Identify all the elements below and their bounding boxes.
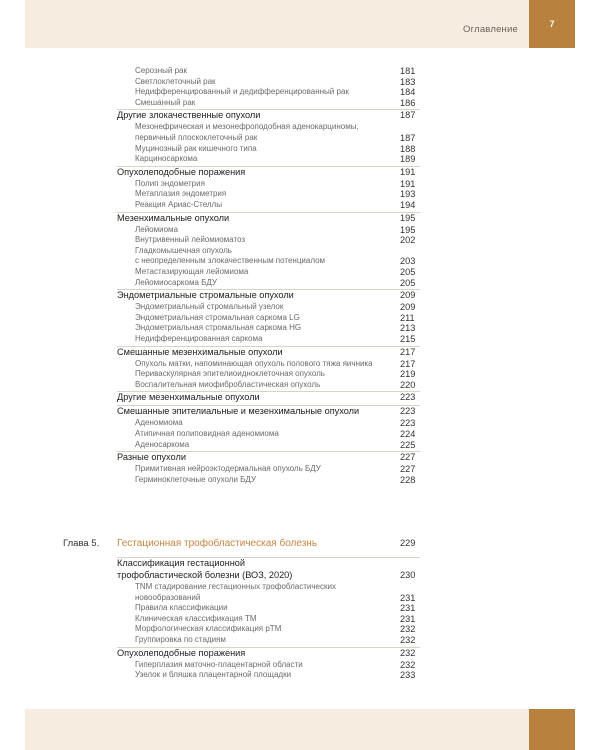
toc-entry-title: Другие злокачественные опухоли: [117, 110, 261, 121]
toc-entry-page: 187: [400, 110, 416, 121]
toc-entry-title: Примитивная нейроэктодермальная опухоль БДУ: [135, 464, 321, 474]
toc-entry-page: 203: [400, 256, 416, 267]
toc-entry-title: трофобластической болезни (ВОЗ, 2020): [117, 570, 293, 580]
toc-entry-title: Гладкомышечная опухоль: [135, 245, 232, 255]
toc-entry-page: 225: [400, 439, 416, 450]
toc-entry-page: 220: [400, 379, 416, 390]
toc-entry-page: 186: [400, 97, 416, 108]
toc-entry-title: новообразований: [135, 592, 201, 602]
toc-entry-title: Атипичная полиповидная аденомиома: [135, 429, 279, 438]
toc-entry-title: Правила классификации: [135, 603, 228, 613]
toc-entry-title: Группировка по стадиям: [135, 635, 226, 644]
toc-entry-page: 232: [400, 624, 416, 635]
toc-entry-title: TNM стадирование гестационных трофобластических: [135, 582, 336, 591]
toc-entry-title: Карциносаркома: [135, 154, 198, 164]
toc-entry-title: Аденосаркома: [135, 439, 190, 449]
toc-entry-page: 195: [400, 224, 416, 235]
toc-entry-page: 193: [400, 189, 416, 200]
footer-tab: [529, 709, 575, 750]
toc-entry-page: 187: [400, 133, 416, 143]
toc-entry-title: Узелок и бляшка плацентарной площадки: [135, 670, 292, 680]
toc-entry-page: 183: [400, 76, 416, 87]
toc-entry-title: Периваскулярная эпителиоидноклеточная опухоль: [135, 369, 325, 379]
toc-entry-title: Внутривенный лейомиоматоз: [135, 235, 246, 245]
toc-entry-page: 189: [400, 154, 416, 165]
toc-entry-title: Лейомиосаркома БДУ: [135, 277, 217, 287]
toc-entry-title: Гиперплазия маточно-плацентарной области: [135, 659, 303, 669]
toc-entry-title: Эндометриальная стромальная саркома HG: [135, 323, 302, 333]
toc-entry-title: Метастазирующая лейомиома: [135, 267, 249, 276]
chapter-page: 229: [400, 538, 416, 548]
toc-entry-title: первичный плоскоклеточный рак: [135, 133, 258, 142]
toc-entry-page: 232: [400, 635, 416, 645]
toc-entry-page: 228: [400, 474, 416, 485]
toc-entry-page: 184: [400, 87, 416, 98]
toc-entry-page: 215: [400, 334, 416, 344]
toc-entry-title: Недифференцированный и дедифференцированный рак: [135, 87, 349, 97]
toc-entry-title: с неопределенным злокачественным потенциалом: [135, 256, 326, 266]
toc-entry-page: 227: [400, 464, 416, 475]
toc-entry-title: Опухоль матки, напоминающая опухоль полового тяжа яичника: [135, 358, 373, 368]
toc-entry-title: Эндометриальная стромальная саркома LG: [135, 312, 300, 322]
toc-entry-title: Светлоклеточный рак: [135, 76, 216, 86]
page-number: 7: [549, 19, 555, 29]
toc-entry-title: Мезенхимальные опухоли: [117, 212, 230, 223]
toc-entry-page: 223: [400, 392, 416, 403]
toc-entry-page: 211: [400, 312, 415, 323]
toc-entry-title: Классификация гестационной: [117, 558, 246, 568]
toc-entry-title: Метаплазия эндометрия: [135, 189, 227, 199]
toc-entry-title: Реакция Ариас-Стеллы: [135, 200, 222, 209]
toc-entry-page: 223: [400, 406, 416, 417]
toc-entry-title: Смешанные эпителиальные и мезенхимальные опухоли: [117, 406, 360, 417]
toc-entry-page: 191: [400, 166, 416, 177]
toc-entry-page: 232: [400, 647, 416, 658]
chapter-title[interactable]: Гестационная трофобластическая болезнь: [117, 538, 318, 549]
toc-entry-title: Разные опухоли: [117, 452, 186, 463]
toc-entry-title: Опухолеподобные поражения: [117, 647, 246, 658]
toc-entry-title: Герминоклеточные опухоли БДУ: [135, 474, 256, 484]
toc-entry-page: 188: [400, 143, 416, 154]
toc-entry-page: 227: [400, 452, 416, 463]
toc-entry-title: Муцинозный рак кишечного типа: [135, 143, 257, 153]
toc-entry-title: Аденомиома: [135, 418, 183, 428]
chapter-label: Глава 5.: [63, 538, 100, 549]
toc-entry-page: 205: [400, 277, 416, 288]
toc-entry-page: 230: [400, 570, 416, 580]
toc-entry-page: 191: [400, 178, 416, 189]
toc-entry-page: 209: [400, 290, 416, 301]
toc-entry-title: Опухолеподобные поражения: [117, 166, 246, 177]
toc-entry-title: Эндометриальные стромальные опухоли: [117, 290, 294, 301]
toc-entry-title: Мезонефрическая и мезонефроподобная аденокарциномы,: [135, 122, 359, 132]
toc-entry-title: Смешанные мезенхимальные опухоли: [117, 346, 283, 357]
toc-entry-page: 217: [400, 346, 416, 357]
running-header-section: Оглавление: [463, 24, 518, 35]
toc-entry-title: Смешанный рак: [135, 97, 196, 107]
footer-band: [25, 709, 575, 750]
toc-entry-page: 231: [400, 592, 416, 603]
toc-entry-page: 224: [400, 429, 416, 439]
toc-entry-page: 219: [400, 369, 416, 380]
toc-entry-page: 195: [400, 212, 416, 223]
toc-entry-page: 233: [400, 670, 416, 681]
toc-entry-title: Серозный рак: [135, 66, 187, 75]
toc-entry-page: 209: [400, 302, 416, 313]
toc-entry-title: Клиническая классификация TM: [135, 613, 257, 623]
toc-entry-title: Полип эндометрия: [135, 178, 205, 188]
toc-entry-page: 223: [400, 418, 416, 429]
toc-entry-title: Воспалительная миофибробластическая опухоль: [135, 379, 321, 389]
toc-entry-title: Другие мезенхимальные опухоли: [117, 392, 260, 403]
toc-entry-title: Лейомиома: [135, 224, 178, 234]
toc-entry-page: 194: [400, 200, 416, 210]
toc-entry-page: 202: [400, 235, 416, 246]
toc-entry-title: Эндометриальный стромальный узелок: [135, 302, 284, 312]
toc-entry-page: 231: [400, 603, 416, 614]
toc-entry-title: Недифференцированная саркома: [135, 334, 263, 343]
toc-entry-page: 217: [400, 358, 416, 369]
toc-entry-page: 213: [400, 323, 416, 334]
toc-entry-page: 231: [400, 613, 416, 624]
toc-entry-page: 205: [400, 267, 416, 277]
toc-entry-page: 181: [400, 66, 416, 76]
toc-entry-title: Морфологическая классификация pTM: [135, 624, 282, 634]
toc-entry-page: 232: [400, 659, 416, 670]
